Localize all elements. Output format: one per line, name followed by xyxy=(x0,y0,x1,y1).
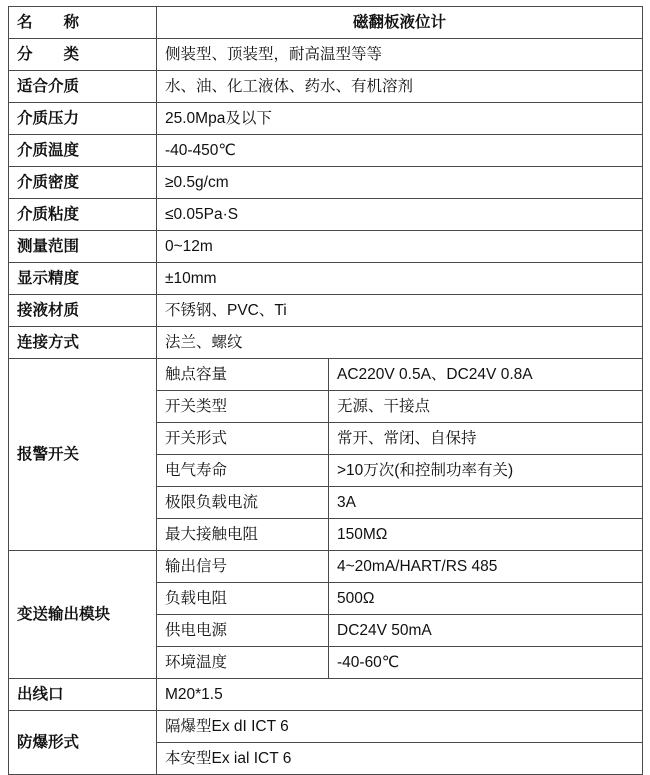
row-label-temperature: 介质温度 xyxy=(9,135,157,167)
sub-label-max-contact-resistance: 最大接触电阻 xyxy=(157,519,329,551)
sub-value-limit-load-current: 3A xyxy=(329,487,643,519)
table-row xyxy=(9,135,643,167)
row-value-outlet: M20*1.5 xyxy=(157,679,643,711)
table-row xyxy=(9,39,643,71)
group-label-transmitter-module: 变送输出模块 xyxy=(9,551,157,679)
table-row xyxy=(9,679,643,711)
row-label-density: 介质密度 xyxy=(9,167,157,199)
sub-value-flameproof-type: 隔爆型Ex dI ICT 6 xyxy=(157,711,643,743)
table-row xyxy=(9,231,643,263)
table-row xyxy=(9,551,643,583)
sub-label-limit-load-current: 极限负载电流 xyxy=(157,487,329,519)
row-value-name: 磁翻板液位计 xyxy=(157,7,643,39)
row-value-density: ≥0.5g/cm xyxy=(157,167,643,199)
row-label-viscosity: 介质粘度 xyxy=(9,199,157,231)
sub-value-contact-capacity: AC220V 0.5A、DC24V 0.8A xyxy=(329,359,643,391)
row-label-pressure: 介质压力 xyxy=(9,103,157,135)
sub-label-electrical-life: 电气寿命 xyxy=(157,455,329,487)
row-value-connection: 法兰、螺纹 xyxy=(157,327,643,359)
sub-value-switch-form: 常开、常闭、自保持 xyxy=(329,423,643,455)
table-row xyxy=(9,359,643,391)
table-row xyxy=(9,7,643,39)
table-row xyxy=(9,167,643,199)
row-value-category: 侧装型、顶装型，耐高温型等等 xyxy=(157,39,643,71)
sub-value-electrical-life: >10万次(和控制功率有关) xyxy=(329,455,643,487)
sub-label-contact-capacity: 触点容量 xyxy=(157,359,329,391)
row-label-wetted-material: 接液材质 xyxy=(9,295,157,327)
row-label-name: 名 称 xyxy=(9,7,157,39)
sub-value-output-signal: 4~20mA/HART/RS 485 xyxy=(329,551,643,583)
table-row xyxy=(9,199,643,231)
sub-label-switch-form: 开关形式 xyxy=(157,423,329,455)
row-value-temperature: -40-450℃ xyxy=(157,135,643,167)
sub-label-ambient-temperature: 环境温度 xyxy=(157,647,329,679)
specification-table xyxy=(8,6,643,775)
row-label-medium: 适合介质 xyxy=(9,71,157,103)
table-row xyxy=(9,71,643,103)
table-row xyxy=(9,263,643,295)
table-row xyxy=(9,711,643,743)
sub-value-intrinsic-safety-type: 本安型Ex ial ICT 6 xyxy=(157,743,643,775)
sub-value-ambient-temperature: -40-60℃ xyxy=(329,647,643,679)
table-row xyxy=(9,103,643,135)
sub-label-switch-type: 开关类型 xyxy=(157,391,329,423)
sub-label-load-resistance: 负载电阻 xyxy=(157,583,329,615)
row-value-medium: 水、油、化工液体、药水、有机溶剂 xyxy=(157,71,643,103)
row-value-viscosity: ≤0.05Pa·S xyxy=(157,199,643,231)
row-label-connection: 连接方式 xyxy=(9,327,157,359)
sub-value-power-supply: DC24V 50mA xyxy=(329,615,643,647)
table-row xyxy=(9,327,643,359)
row-value-accuracy: ±10mm xyxy=(157,263,643,295)
table-row xyxy=(9,295,643,327)
row-label-range: 测量范围 xyxy=(9,231,157,263)
row-label-outlet: 出线口 xyxy=(9,679,157,711)
sub-value-max-contact-resistance: 150MΩ xyxy=(329,519,643,551)
sub-label-power-supply: 供电电源 xyxy=(157,615,329,647)
row-value-range: 0~12m xyxy=(157,231,643,263)
row-value-wetted-material: 不锈钢、PVC、Ti xyxy=(157,295,643,327)
sub-value-load-resistance: 500Ω xyxy=(329,583,643,615)
sub-value-switch-type: 无源、干接点 xyxy=(329,391,643,423)
row-value-pressure: 25.0Mpa及以下 xyxy=(157,103,643,135)
group-label-alarm-switch: 报警开关 xyxy=(9,359,157,551)
sub-label-output-signal: 输出信号 xyxy=(157,551,329,583)
row-label-category: 分 类 xyxy=(9,39,157,71)
group-label-explosion-proof: 防爆形式 xyxy=(9,711,157,775)
row-label-accuracy: 显示精度 xyxy=(9,263,157,295)
